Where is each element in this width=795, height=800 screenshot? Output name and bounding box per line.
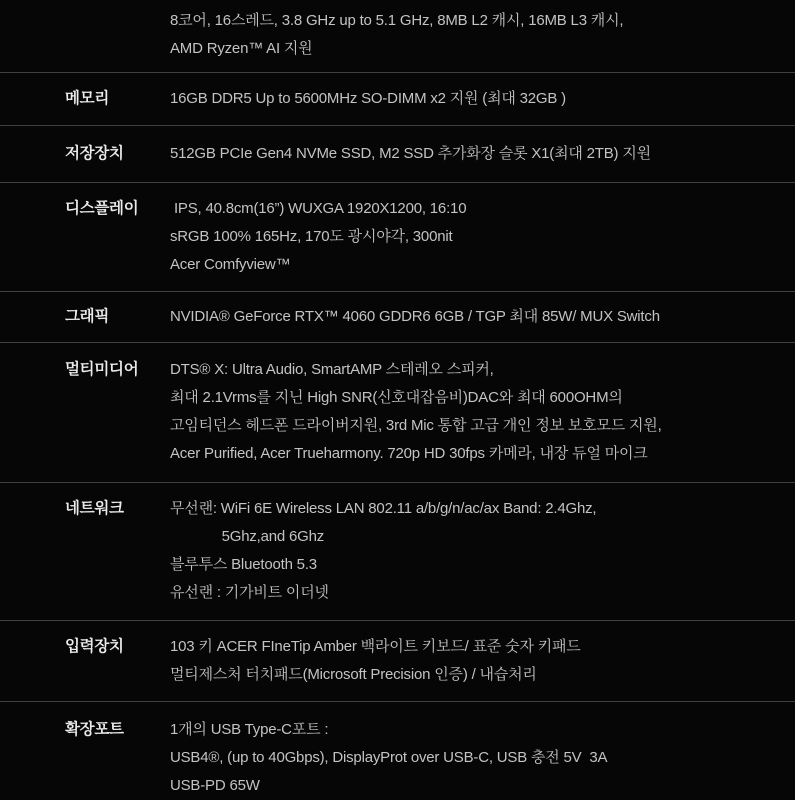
spec-label-memory: 메모리: [65, 90, 110, 107]
spec-value-cpu: [170, 7, 710, 72]
spec-value-line: 1개의 USB Type-C포트 :: [170, 721, 329, 738]
spec-row-cpu: [0, 0, 795, 72]
spec-row-storage: [0, 125, 795, 182]
spec-row-graphics: [0, 291, 795, 342]
spec-value-line: Acer Purified, Acer Trueharmony. 720p HD 30fps 카메라, 내장 듀얼 마이크: [170, 445, 648, 462]
spec-value-line: 멀티제스처 터치패드(Microsoft Precision 인증) / 내습처리: [170, 666, 537, 683]
spec-label-cpu: [0, 7, 170, 72]
spec-value-storage: [170, 140, 710, 168]
spec-value-line: 블루투스 Bluetooth 5.3: [170, 556, 317, 573]
spec-row-network: [0, 482, 795, 620]
spec-label-graphics: 그래픽: [65, 308, 110, 325]
spec-value-line: 512GB PCIe Gen4 NVMe SSD, M2 SSD 추가화장 슬롯 X1(최대 2TB) 지원: [170, 145, 651, 162]
spec-value-line: 103 키 ACER FIneTip Amber 백라이트 키보드/ 표준 숫자 키패드: [170, 638, 581, 655]
spec-value-line: USB-PD 65W: [170, 777, 260, 794]
spec-row-input: [0, 620, 795, 701]
spec-row-ports: [0, 701, 795, 800]
spec-value-line: DTS® X: Ultra Audio, SmartAMP 스테레오 스피커,: [170, 361, 494, 378]
spec-label-ports: 확장포트: [65, 721, 124, 738]
spec-value-line: 무선랜: WiFi 6E Wireless LAN 802.11 a/b/g/n/ac/ax Band: 2.4Ghz,: [170, 500, 597, 517]
spec-value-line: 고임티던스 헤드폰 드라이버지원, 3rd Mic 통합 고급 개인 정보 보호모드 지원,: [170, 417, 662, 434]
spec-value-line: 최대 2.1Vrms를 지닌 High SNR(신호대잡음비)DAC와 최대 600OHM의: [170, 389, 623, 406]
spec-value-line: Acer Comfyview™: [170, 256, 291, 273]
spec-label-multimedia: 멀티미디어: [65, 361, 139, 378]
spec-value-line: 16GB DDR5 Up to 5600MHz SO-DIMM x2 지원 (최대 32GB ): [170, 90, 566, 107]
spec-value-input: [170, 633, 710, 689]
spec-value-ports: [170, 716, 710, 800]
spec-label-storage: 저장장치: [65, 145, 124, 162]
spec-label-input: 입력장치: [65, 638, 124, 655]
spec-value-line: IPS, 40.8cm(16”) WUXGA 1920X1200, 16:10: [170, 200, 467, 217]
spec-value-line: 5Ghz,and 6Ghz: [170, 528, 325, 545]
spec-row-multimedia: [0, 342, 795, 482]
spec-value-line: AMD Ryzen™ AI 지원: [170, 40, 313, 57]
spec-value-line: sRGB 100% 165Hz, 170도 광시야각, 300nit: [170, 228, 453, 245]
spec-value-memory: [170, 85, 710, 113]
spec-value-line: 유선랜 : 기가비트 이더넷: [170, 584, 329, 601]
spec-value-line: 8코어, 16스레드, 3.8 GHz up to 5.1 GHz, 8MB L2 캐시, 16MB L3 캐시,: [170, 12, 624, 29]
spec-value-line: NVIDIA® GeForce RTX™ 4060 GDDR6 6GB / TGP 최대 85W/ MUX Switch: [170, 308, 660, 325]
spec-label-display: 디스플레이: [65, 200, 139, 217]
spec-value-network: [170, 495, 710, 607]
spec-label-network: 네트워크: [65, 500, 124, 517]
spec-value-multimedia: [170, 356, 710, 468]
spec-row-memory: [0, 72, 795, 125]
spec-row-display: [0, 182, 795, 291]
spec-value-graphics: [170, 303, 710, 331]
spec-value-line: USB4®, (up to 40Gbps), DisplayProt over USB-C, USB 충전 5V 3A: [170, 749, 608, 766]
spec-value-display: [170, 195, 710, 279]
